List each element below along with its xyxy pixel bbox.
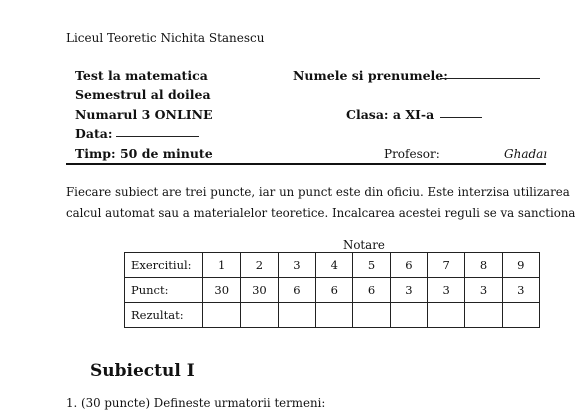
points-value: 30: [203, 278, 241, 303]
section-title: Subiectul I: [90, 361, 195, 381]
exercise-number: 3: [278, 253, 315, 278]
school-name: Liceul Teoretic Nichita Stanescu: [66, 31, 265, 45]
exercise-number: 4: [316, 253, 353, 278]
class-label: Clasa: a XI-a: [346, 107, 435, 122]
name-blank: [440, 78, 540, 79]
semester: Semestrul al doilea: [75, 87, 211, 102]
date-label: Data:: [75, 126, 113, 141]
points-value: 3: [390, 278, 427, 303]
points-value: 3: [428, 278, 465, 303]
points-value: 6: [316, 278, 353, 303]
row-label-points: Punct:: [125, 278, 203, 303]
table-row: [125, 253, 540, 278]
header-rule: [66, 163, 546, 165]
test-title: Test la matematica: [75, 68, 208, 83]
row-label-result: Rezultat:: [125, 303, 203, 328]
teacher-label: Profesor:: [384, 147, 440, 161]
row-label-exercise: Exercitiul:: [125, 253, 203, 278]
points-value: 3: [465, 278, 502, 303]
question-1: 1. (30 puncte) Defineste urmatorii termeni:: [66, 396, 326, 410]
instructions-line-2: calcul automat sau a materialelor teoretice. Incalcarea acestei reguli se va sanctiona: [66, 206, 575, 220]
points-value: 6: [353, 278, 390, 303]
result-cell: [241, 303, 279, 328]
points-value: 3: [502, 278, 539, 303]
result-cell: [390, 303, 427, 328]
points-value: 30: [241, 278, 279, 303]
time-limit: Timp: 50 de minute: [75, 146, 213, 161]
result-cell: [428, 303, 465, 328]
exercise-number: 7: [428, 253, 465, 278]
result-cell: [465, 303, 502, 328]
exercise-number: 2: [241, 253, 279, 278]
points-value: 6: [278, 278, 315, 303]
result-cell: [502, 303, 539, 328]
table-row: [125, 303, 540, 328]
grading-caption: Notare: [343, 238, 385, 252]
result-cell: [353, 303, 390, 328]
exercise-number: 1: [203, 253, 241, 278]
name-label: Numele si prenumele:: [293, 68, 448, 83]
exercise-number: 5: [353, 253, 390, 278]
exercise-number: 8: [465, 253, 502, 278]
date-blank: [116, 136, 199, 137]
class-blank: [440, 117, 482, 118]
result-cell: [316, 303, 353, 328]
instructions-line-1: Fiecare subiect are trei puncte, iar un punct este din oficiu. Este interzisa utilizarea: [66, 185, 570, 199]
table-row: [125, 278, 540, 303]
result-cell: [203, 303, 241, 328]
exercise-number: 6: [390, 253, 427, 278]
exercise-number: 9: [502, 253, 539, 278]
result-cell: [278, 303, 315, 328]
teacher-name: Ghadaı: [504, 147, 548, 161]
grading-table: [124, 252, 540, 328]
test-number: Numarul 3 ONLINE: [75, 107, 213, 122]
